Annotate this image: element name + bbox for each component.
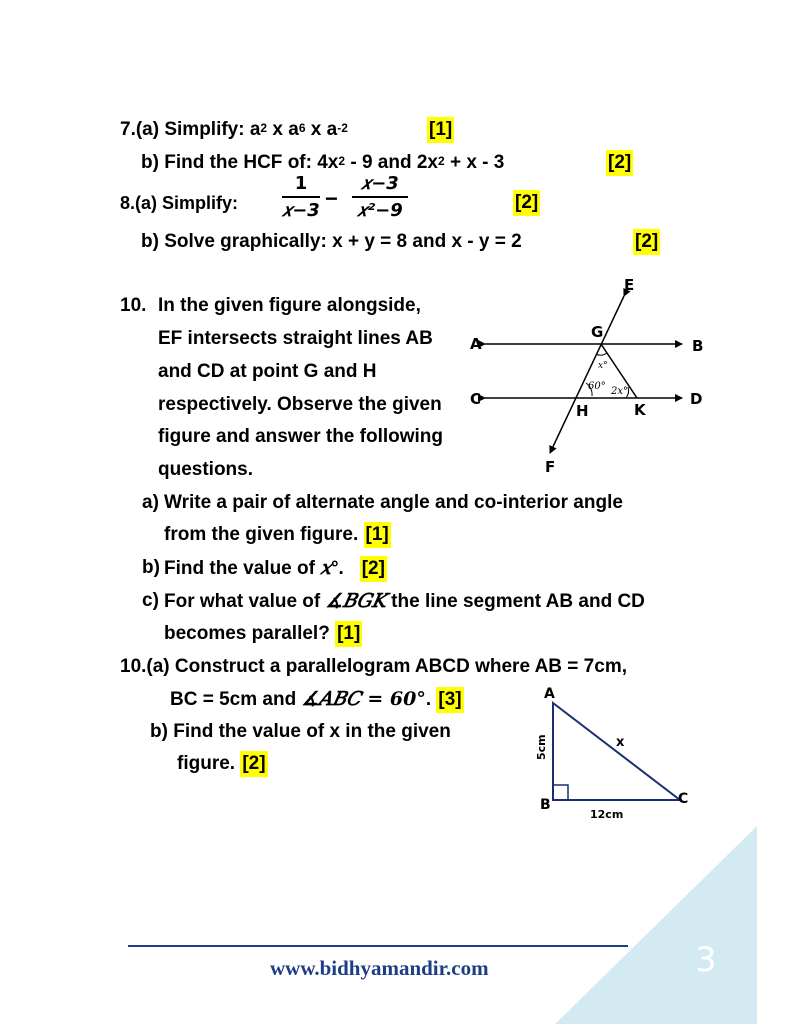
label-f: F xyxy=(545,458,556,476)
triangle-abc xyxy=(553,703,680,800)
footer-url-link[interactable]: www.bidhyamandir.com xyxy=(270,956,489,980)
q10b-marks: [2] xyxy=(360,556,387,582)
right-angle-mark xyxy=(553,785,568,800)
footer-divider xyxy=(128,945,628,947)
q10-second-a-line-2: BC = 5cm and ∡𝐴𝐵𝐶 = 60°. [3] xyxy=(170,686,464,713)
label-a2: A xyxy=(544,686,555,702)
fraction-2: 𝑥−3 𝑥²−9 xyxy=(352,173,408,221)
q10b-label: b) xyxy=(142,557,160,578)
q10-second-b-line-1: b) Find the value of x in the given xyxy=(150,721,451,742)
label-b: B xyxy=(692,337,704,355)
label-g: G xyxy=(591,323,604,341)
q8a: 8.(a) Simplify: xyxy=(120,193,239,213)
q10-intro-line-6: questions. xyxy=(158,459,254,480)
q10a-line-2: from the given figure. [1] xyxy=(164,522,391,548)
label-c: C xyxy=(470,390,482,408)
label-d: D xyxy=(690,390,703,408)
q10-number: 10. xyxy=(120,295,147,316)
q8a-marks: [2] xyxy=(513,190,540,216)
q10-intro-line-4: respectively. Observe the given xyxy=(158,394,442,415)
label-h: H xyxy=(576,402,589,420)
label-side-ab: 5cm xyxy=(535,734,548,760)
q10-intro-line-3: and CD at point G and H xyxy=(158,361,377,382)
q10c-label: c) xyxy=(142,590,159,611)
label-c2: C xyxy=(678,791,689,807)
label-angle-2x: 2x° xyxy=(611,386,629,397)
q10a-marks: [1] xyxy=(364,522,391,548)
label-angle-x: x° xyxy=(598,361,608,371)
q10c-marks: [1] xyxy=(335,621,362,647)
q10a-label: a) xyxy=(142,492,159,513)
q10-intro-line-5: figure and answer the following xyxy=(158,426,444,447)
label-b2: B xyxy=(540,797,551,813)
q10b-text: Find the value of 𝑥°. [2] xyxy=(164,555,387,582)
q10c-line-1: For what value of ∡𝐵𝐺𝐾 the line segment AB and CD xyxy=(164,590,645,612)
label-side-x: x xyxy=(616,735,625,750)
fraction-1: 1 𝑥−3 xyxy=(282,173,320,221)
label-e: E xyxy=(624,276,635,294)
q10a-line-1: Write a pair of alternate angle and co-interior angle xyxy=(164,492,623,513)
q8b-marks: [2] xyxy=(633,229,660,255)
q10-second-a-marks: [3] xyxy=(436,687,463,713)
page-number: 3 xyxy=(695,940,717,980)
q10-intro-line-1: In the given figure alongside, xyxy=(158,295,421,316)
label-side-bc: 12cm xyxy=(590,808,624,821)
q7b-marks: [2] xyxy=(606,150,633,176)
q10-intro-line-2: EF intersects straight lines AB xyxy=(158,328,433,349)
q10-second-a-line-1: 10.(a) Construct a parallelogram ABCD where AB = 7cm, xyxy=(120,656,627,677)
label-k: K xyxy=(634,401,646,419)
q8b: b) Solve graphically: x + y = 8 and x - y = 2 xyxy=(141,231,522,252)
q7a-marks: [1] xyxy=(427,117,454,143)
q7b: b) Find the HCF of: $4x^2 - 9$ and $2x^2 + x - 3$ xyxy=(141,152,505,173)
q7a: 7.(a) Simplify: $a^2$ x $a^6$ x $a^{-2}$ xyxy=(120,119,348,140)
label-a: A xyxy=(470,335,482,353)
label-angle-60: 60° xyxy=(588,381,606,392)
minus-sign: − xyxy=(325,186,338,211)
q10c-line-2: becomes parallel? [1] xyxy=(164,621,362,647)
q10-second-b-line-2: figure. [2] xyxy=(177,751,268,777)
q10-second-b-marks: [2] xyxy=(240,751,267,777)
